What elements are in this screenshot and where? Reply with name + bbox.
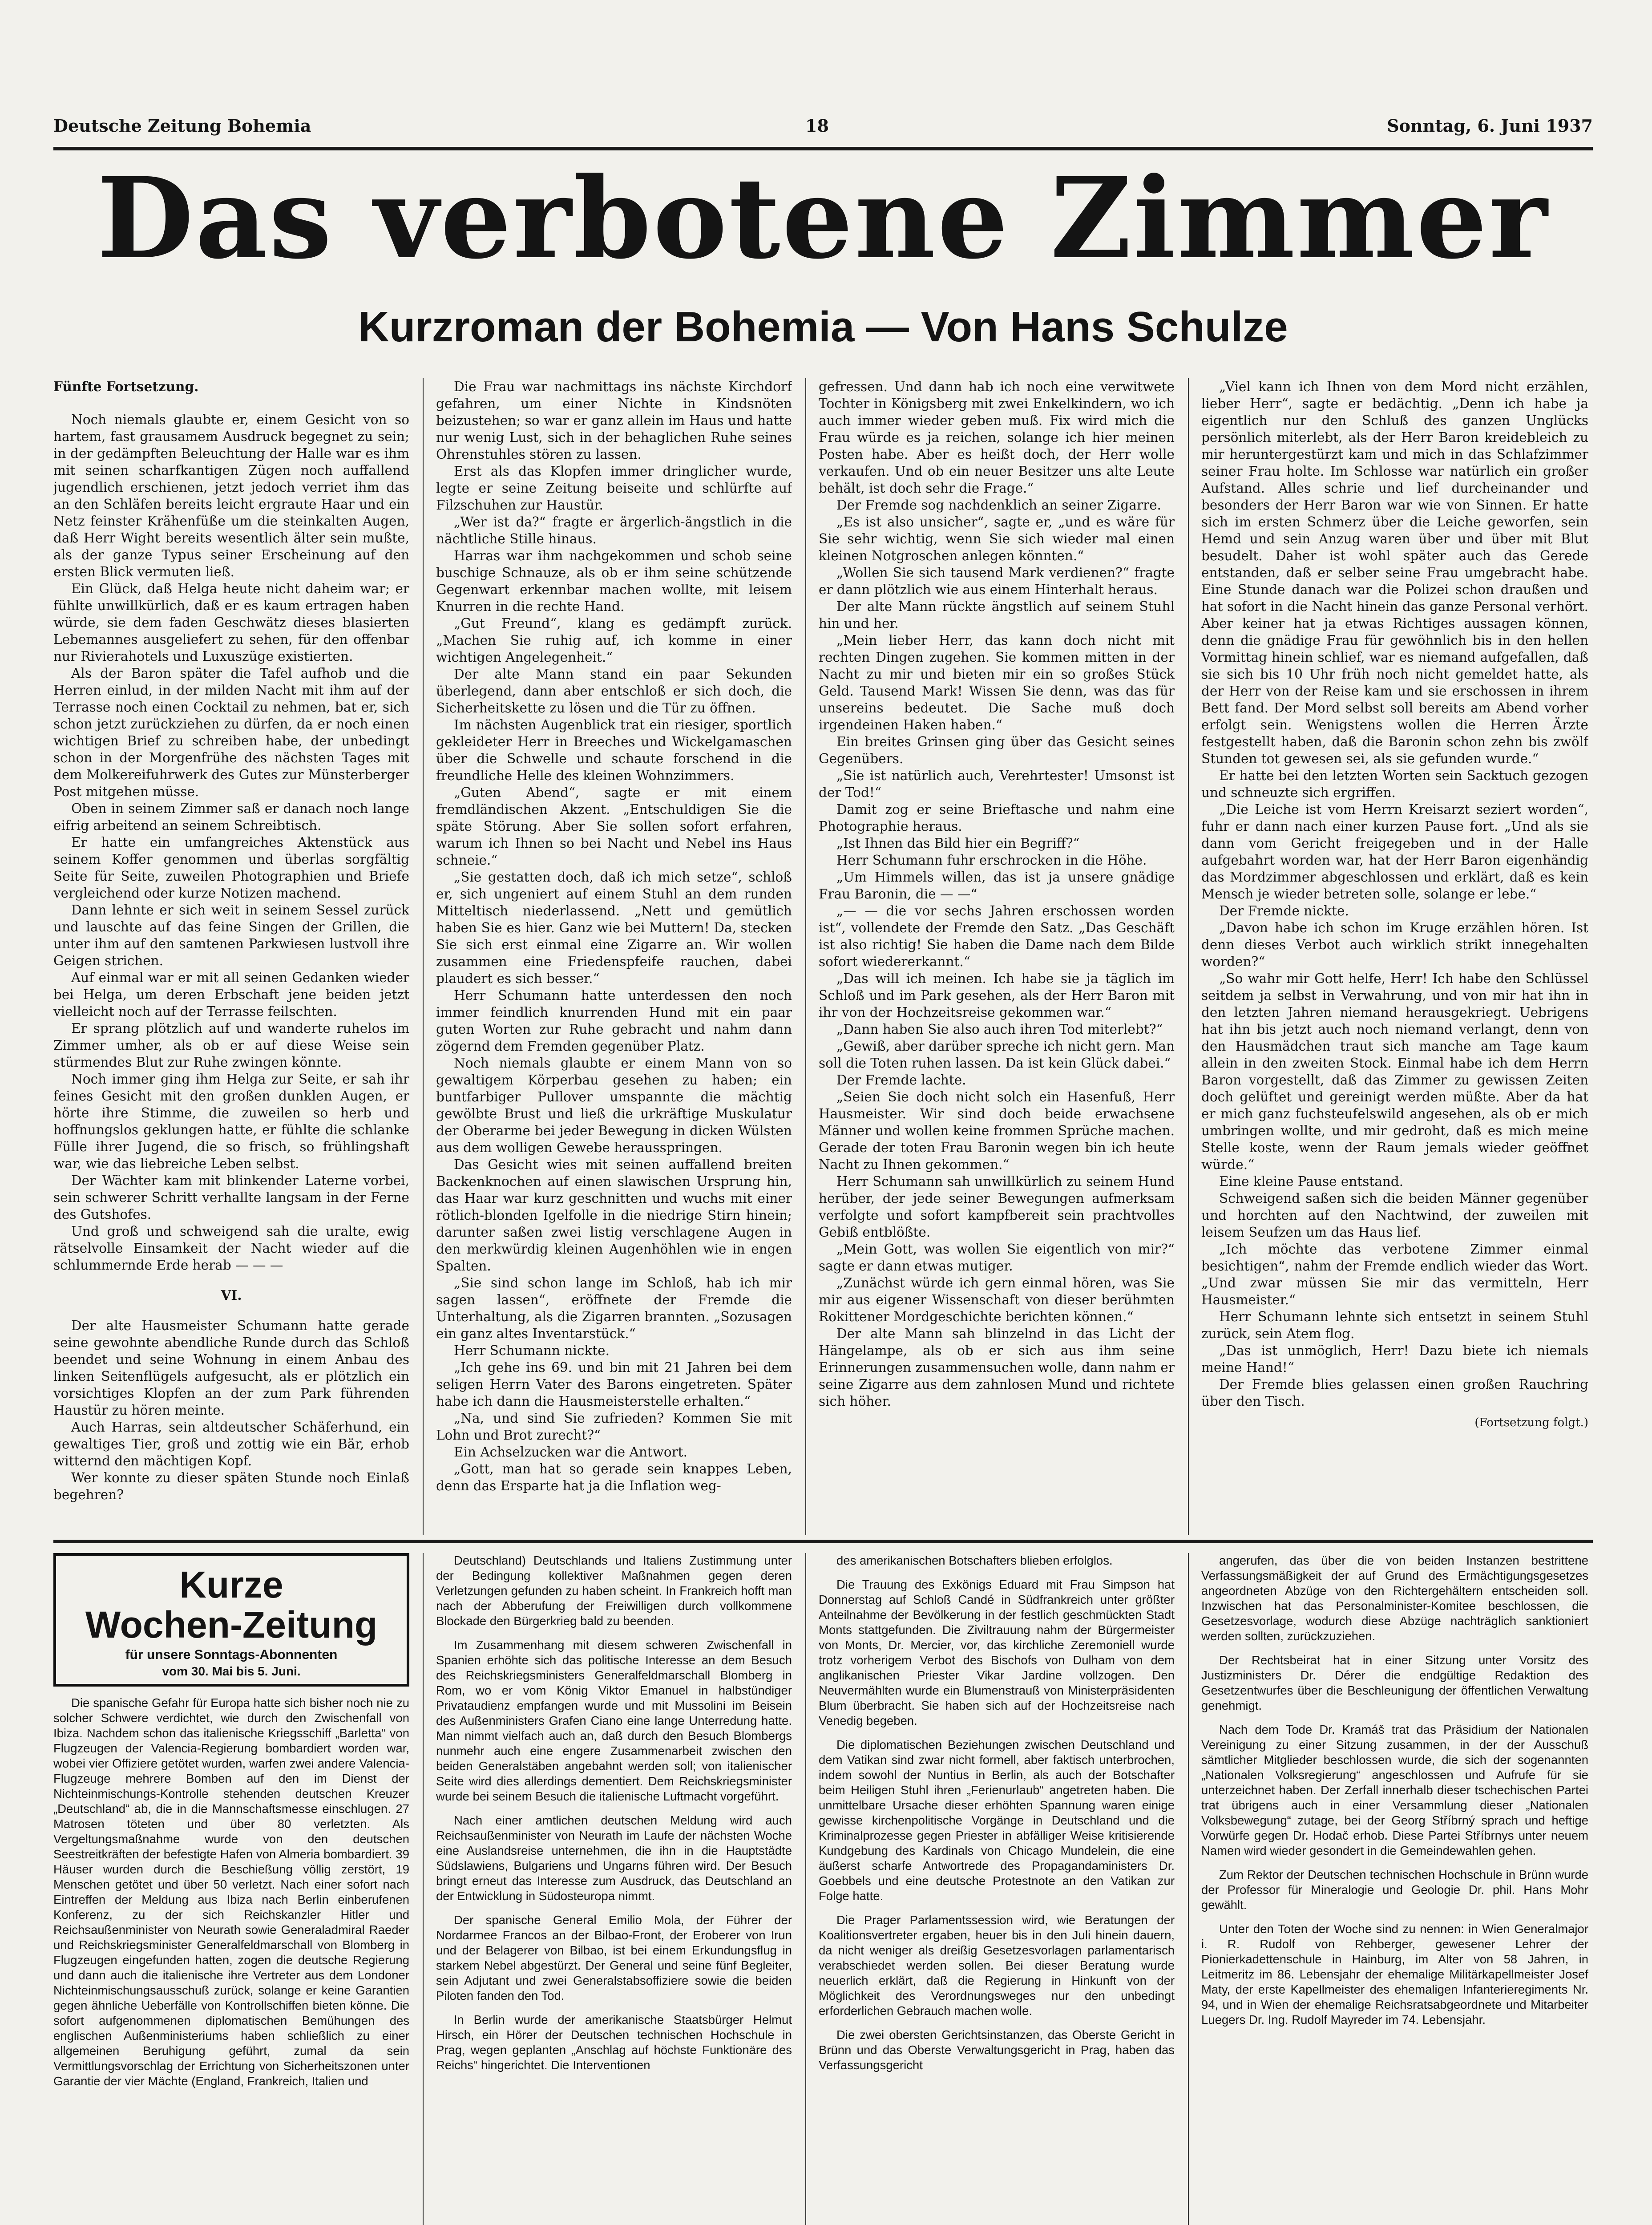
paragraph: gefressen. Und dann hab ich noch eine verwitwete Tochter in Königsberg mit zwei Enkelkindern, wo ich auch immer wieder geben muß. Fix wird mich die Frau würde es ja reichen, solange ich hier meinen Posten habe. Aber es heißt doch, der Herr wolle verkaufen. Und ob ein neuer Besitzer uns alte Leute behält, ist doch sehr die Frage.“ (819, 379, 1175, 496)
paragraph: Der alte Mann rückte ängstlich auf seinem Stuhl hin und her. (819, 599, 1175, 631)
column-divider (805, 378, 806, 1535)
paragraph: Schweigend saßen sich die beiden Männer gegenüber und horchten auf den Nachtwind, der zuweilen mit leisem Seufzen um das Haus lief. (1201, 1191, 1588, 1240)
paragraph: Harras war ihm nachgekommen und schob seine buschige Schnauze, als ob er ihm seine schützende Gegenwart erkennbar machen wollte, mit leisem Knurren in die rechte Hand. (436, 548, 792, 614)
paragraph: Im nächsten Augenblick trat ein riesiger, sportlich gekleideter Herr in Breeches und Wickelgamaschen über die Schwelle und schaute forschend in die freundliche Helle des kleinen Wohnzimmers. (436, 717, 792, 783)
paragraph: Noch immer ging ihm Helga zur Seite, er sah ihr feines Gesicht mit den großen dunklen Augen, er hörte ihre Stimme, die zuweilen so herb und hoffnungslos geklungen hatte, er fühlte die schlanke Fülle ihrer Jugend, die so frisch, so frühlingshaft war, wie das liebreiche Leben selbst. (53, 1072, 409, 1171)
paragraph: „Sie ist natürlich auch, Verehrtester! Umsonst ist der Tod!“ (819, 768, 1175, 800)
story-column-4 (1201, 378, 1588, 1544)
paragraph: Erst als das Klopfen immer dringlicher wurde, legte er seine Zeitung beiseite und schlürfte auf Filzschuhen zur Haustür. (436, 464, 792, 513)
story-subtitle: Kurzroman der Bohemia — Von Hans Schulze (358, 303, 1288, 351)
column-divider (1188, 378, 1189, 1535)
news-paragraph: In Berlin wurde der amerikanische Staatsbürger Helmut Hirsch, ein Hörer der Deutschen technischen Hochschule in Prag, wegen geplanten „Anschlag auf höchste Funktionäre des Reichs“ hingerichtet. Die Interventionen (436, 2013, 792, 2072)
paragraph: Die Frau war nachmittags ins nächste Kirchdorf gefahren, um einer Nichte in Kindsnöten beizustehen; so war er ganz allein im Haus und hatte nur wenig Lust, sich in der behaglichen Ruhe seines Ohrenstuhles stören zu lassen. (436, 379, 792, 462)
paragraph: „Seien Sie doch nicht solch ein Hasenfuß, Herr Hausmeister. Wir sind doch beide erwachsene Männer und wollen keine frommen Sprüche machen. Gerade der toten Frau Baronin wegen bin ich heute Nacht zu Ihnen gekommen.“ (819, 1089, 1175, 1172)
box-heading-line-1: Kurze (179, 1564, 283, 1606)
box-heading-line-2: Wochen-Zeitung (85, 1604, 378, 1646)
paragraph: „Um Himmels willen, das ist ja unsere gnädige Frau Baronin, die — —“ (819, 870, 1175, 902)
paragraph: „Guten Abend“, sagte er mit einem fremdländischen Akzent. „Entschuldigen Sie die späte Störung. Aber Sie sollen sofort erfahren, warum ich Ihnen so bei Nacht und Nebel ins Haus schneie.“ (436, 785, 792, 868)
paragraph: „Wer ist da?“ fragte er ärgerlich-ängstlich in die nächtliche Stille hinaus. (436, 514, 792, 546)
column-divider (805, 1553, 806, 2225)
paragraph: „Sie gestatten doch, daß ich mich setze“, schloß er, sich ungeniert auf einem Stuhl an dem runden Mitteltisch niederlassend. „Nett und gemütlich haben Sie es hier. Ganz wie bei Muttern! Da, stecken Sie sich erst einmal eine Zigarre an. Wir wollen zusammen eine Friedenspfeife rauchen, dabei plaudert es sich besser.“ (436, 870, 792, 986)
section-divider (53, 1540, 1593, 1543)
page-header (53, 116, 1593, 150)
news-paragraph: Im Zusammenhang mit diesem schweren Zwischenfall in Spanien erhöhte sich das politische Interesse an dem Besuch des Reichskriegsministers Generalfeldmarschall Blomberg in Rom, wo er vom König Viktor Emanuel in halbstündiger Privataudienz empfangen wurde und mit Mussolini im Beisein des Außenministers Grafen Ciano eine lange Unterredung hatte. Man nimmt vielfach auch an, daß durch den Besuch Blombergs nunmehr auch eine engere Zusammenarbeit zwischen den beiden Generalstäben angebahnt werden soll; von italienischer Seite wird dies allerdings dementiert. Dem Reichskriegsminister wurde bei seinem Besuch die italienische Luftmacht vorgeführt. (436, 1638, 792, 1803)
paragraph: Auf einmal war er mit all seinen Gedanken wieder bei Helga, um deren Erbschaft jene beiden jetzt vielleicht noch auf der Terrasse feilschten. (53, 970, 409, 1019)
paragraph: Herr Schumann lehnte sich entsetzt in seinem Stuhl zurück, sein Atem flog. (1201, 1309, 1588, 1341)
paragraph: Der alte Mann stand ein paar Sekunden überlegend, dann aber entschloß er sich doch, die Sicherheitskette zu lösen und die Tür zu öffnen. (436, 667, 792, 716)
news-column-4 (1201, 1553, 1588, 2225)
paragraph: Der Fremde blies gelassen einen großen Rauchring über den Tisch. (1201, 1377, 1588, 1409)
paragraph: „Na, und sind Sie zufrieden? Kommen Sie mit Lohn und Brot zurecht?“ (436, 1411, 792, 1443)
paragraph: „Mein lieber Herr, das kann doch nicht mit rechten Dingen zugehen. Sie kommen mitten in der Nacht zu mir und bieten mir ein so großes Stück Geld. Tausend Mark! Wissen Sie denn, was das für unsereins bedeutet. Die Sache muß doch irgendeinen Haken haben.“ (819, 633, 1175, 732)
paragraph: „Es ist also unsicher“, sagte er, „und es wäre für Sie sehr wichtig, wenn Sie sich wieder mal einen kleinen Notgroschen anlegen könnten.“ (819, 514, 1175, 563)
paragraph: Der Wächter kam mit blinkender Laterne vorbei, sein schwerer Schritt verhallte langsam in der Ferne des Gutshofes. (53, 1173, 409, 1222)
news-paragraph: Die Prager Parlamentssession wird, wie Beratungen der Koalitionsvertreter ergaben, heuer bis in den Juli hinein dauern, da nicht weniger als dreißig Gesetzesvorlagen parlamentarisch verabschiedet werden sollen. Bei dieser Beratung wurde neuerlich erklärt, daß die Regierung in Hinkunft von der Möglichkeit des Verordnungsweges nur den unbedingt erforderlichen Gebrauch machen wolle. (819, 1913, 1175, 2018)
news-column-2 (436, 1553, 792, 2225)
paragraph: „Ist Ihnen das Bild hier ein Begriff?“ (836, 836, 1080, 851)
paragraph: Noch niemals glaubte er einem Mann von so gewaltigem Körperbau gesehen zu haben; ein buntfarbiger Pullover umspannte die mächtig gewölbte Brust und ließ die urkräftige Muskulatur der Oberarme bei jeder Bewegung in dicken Wülsten aus dem wolligen Gewebe herausspringen. (436, 1056, 792, 1155)
news-paragraph: Der spanische General Emilio Mola, der Führer der Nordarmee Francos an der Bilbao-Front, der Eroberer von Irun und der Belagerer von Bilbao, ist bei einem Erkundungsflug in starkem Nebel abgestürzt. Der General und seine fünf Begleiter, sein Adjutant und zwei Generalstabsoffiziere sowie die beiden Piloten fanden den Tod. (436, 1913, 792, 2002)
story-column-2 (436, 378, 792, 1544)
weekly-news-section (53, 1553, 1593, 2225)
serial-story (53, 378, 1593, 1544)
weekly-news-box (53, 1553, 409, 1687)
paragraph: „Wollen Sie sich tausend Mark verdienen?“ fragte er dann plötzlich wie aus einem Hinterhalt heraus. (819, 565, 1175, 597)
paragraph: „Mein Gott, was wollen Sie eigentlich von mir?“ sagte er dann etwas mutiger. (819, 1242, 1175, 1274)
paragraph: „Viel kann ich Ihnen von dem Mord nicht erzählen, lieber Herr“, sagte er bedächtig. „Denn ich habe ja eigentlich nur den Schluß des ganzen Unglücks persönlich miterlebt, als der Herr Baron kreidebleich zu mir heruntergestürzt kam und mich in das Schlafzimmer seiner Frau holte. Im Schlosse war natürlich ein großer Aufstand. Alles schrie und lief durcheinander und besonders der Herr Baron war wie von Sinnen. Er hatte sich im ersten Schmerz über die Leiche geworfen, sein Hemd und sein Anzug waren über und über mit Blut besudelt. Daher ist wohl später auch das Gerede entstanden, daß er selber seine Frau umgebracht habe. Eine Stunde danach war die Polizei schon draußen und hat sofort in die Nacht hinein das ganze Personal verhört. Aber keiner hat ja etwas Richtiges aussagen können, denn die gnädige Frau für gewöhnlich bis in den hellen Vormittag hinein schlief, war es niemand aufgefallen, daß sie sich bis 10 Uhr früh noch nicht gemeldet hatte, als der Herr von der Reise kam und sie erschossen in ihrem Bett fand. Der Mord selbst soll bereits am Abend vorher erfolgt sein. Wenigstens wollen die Herren Ärzte festgestellt haben, daß die Baronin schon zehn bis zwölf Stunden tot gewesen sei, als sie gefunden wurde.“ (1201, 379, 1588, 766)
issue-date: Sonntag, 6. Juni 1937 (1387, 116, 1593, 136)
news-paragraph: Zum Rektor der Deutschen technischen Hochschule in Brünn wurde der Professor für Mineralogie und Geologie Dr. phil. Hans Mohr gewählt. (1201, 1868, 1588, 1912)
story-column-1 (53, 378, 409, 1544)
paragraph: Er hatte bei den letzten Worten sein Sacktuch gezogen und schneuzte sich ergriffen. (1201, 768, 1588, 800)
box-date-range: vom 30. Mai bis 5. Juni. (162, 1664, 301, 1678)
paragraph: „Gewiß, aber darüber spreche ich nicht gern. Man soll die Toten ruhen lassen. Da ist kein Glück dabei.“ (819, 1039, 1175, 1071)
paragraph: Und groß und schweigend sah die uralte, ewig rätselvolle Einsamkeit der Nacht wieder auf die schlummernde Erde herab — — — (53, 1224, 409, 1273)
paragraph: Ein breites Grinsen ging über das Gesicht seines Gegenübers. (819, 734, 1175, 766)
paragraph: Herr Schumann hatte unterdessen den noch immer feindlich knurrenden Hund mit ein paar guten Worten zur Ruhe gebracht und nahm dann zögernd dem Fremden gegenüber Platz. (436, 988, 792, 1054)
news-paragraph: Die spanische Gefahr für Europa hatte sich bisher noch nie zu solcher Schwere verdichtet, wie durch den Zwischenfall von Ibiza. Nachdem schon das italienische Kriegsschiff „Barletta“ von Flugzeugen der Valencia-Regierung bombardiert worden war, wobei vier Offiziere getötet wurden, warfen zwei andere Valencia-Flugzeuge mehrere Bomben auf den im Dienst der Nichteinmischungs-Kontrolle stehenden deutschen Kreuzer „Deutschland“ ab, die in die Mannschaftsmesse einschlugen. 27 Matrosen töteten und über 80 verletzten. Als Vergeltungsmaßnahme wurde von den deutschen Seestreitkräften der befestigte Hafen von Almeria bombardiert. 39 Häuser wurden durch die Beschießung völlig zerstört, 19 Menschen getötet und über 50 verletzt. Nach einer sofort nach Eintreffen der Meldung aus Ibiza nach Berlin einberufenen Konferenz, zu der sich Reichskanzler Hitler und Reichsaußenminister von Neurath sowie Generaladmiral Raeder und Reichskriegsminister Generalfeldmarschall von Blomberg in Flugzeugen eingefunden hatten, zogen die deutsche Regierung und dann auch die italienische ihre Vertreter aus dem Londoner Nichteinmischungsausschuß zurück, solange er keine Garantien gegen ähnliche Ueberfälle von Kontrollschiffen bieten könne. Die sofort aufgenommenen diplomatischen Bemühungen des englischen Außenministeriums haben schließlich zu einer allgemeinen Beruhigung geführt, zumal da sein Vermittlungsvorschlag der Errichtung von Sicherheitszonen unter Garantie der vier Mächte (England, Frankreich, Italien und (53, 1696, 409, 2088)
paragraph: „Das will ich meinen. Ich habe sie ja täglich im Schloß und im Park gesehen, als der Herr Baron mit ihr von der Hochzeitsreise gekommen war.“ (819, 971, 1175, 1020)
news-column-1 (53, 1695, 409, 2225)
paragraph: „Sie sind schon lange im Schloß, hab ich mir sagen lassen“, eröffnete der Fremde die Unterhaltung, als die Zigarren brannten. „Sozusagen ein ganz altes Inventarstück.“ (436, 1275, 792, 1341)
paragraph: „So wahr mir Gott helfe, Herr! Ich habe den Schlüssel seitdem ja selbst in Verwahrung, und von mir hat ihn in den letzten Jahren niemand herausgekriegt. Uebrigens hat ihn bis jetzt auch noch niemand verlangt, denn von den Hausmädchen traut sich manche am Tage kaum allein in den zweiten Stock. Einmal habe ich dem Herrn Baron vorgestellt, daß das Zimmer zu gewissen Zeiten doch gelüftet und gereinigt werden müßte. Aber da hat er mich ganz fuchsteufelswild angesehen, als ob er mich umbringen wollte, und mir gedroht, daß es mich meine Stelle koste, wenn der Raum jemals wieder geöffnet würde.“ (1201, 971, 1588, 1172)
paragraph: Der alte Mann sah blinzelnd in das Licht der Hängelampe, als ob er sich aus ihm seine Erinnerungen zusammensuchen wolle, dann nahm er seine Zigarre aus dem zahnlosen Mund und richtete sich höher. (819, 1326, 1175, 1409)
paragraph: „Gut Freund“, klang es gedämpft zurück. „Machen Sie ruhig auf, ich komme in einer wichtigen Angelegenheit.“ (436, 616, 792, 665)
story-title: Das verbotene Zimmer (97, 153, 1549, 283)
installment-label: Fünfte Fortsetzung. (53, 379, 199, 394)
paragraph: Der Fremde lachte. (836, 1072, 966, 1088)
paragraph: „Davon habe ich schon im Kruge erzählen hören. Ist denn dieses Verbot auch wirklich strikt innegehalten worden?“ (1201, 920, 1588, 969)
paragraph: Er hatte ein umfangreiches Aktenstück aus seinem Koffer genommen und überlas sorgfältig Seite für Seite, zuweilen Photographien und Briefe vergleichend oder kurze Notizen machend. (53, 835, 409, 901)
paragraph: „Das ist unmöglich, Herr! Dazu biete ich niemals meine Hand!“ (1201, 1343, 1588, 1375)
news-paragraph: des amerikanischen Botschafters blieben erfolglos. (836, 1553, 1113, 1567)
news-paragraph: Nach dem Tode Dr. Kramáš trat das Präsidium der Nationalen Vereinigung zu einer Sitzung zusammen, in der der Ausschuß sämtlicher Mitglieder beschlossen wurde, die sich der sogenannten „Nationalen Volksregierung“ angeschlossen und Aufrufe für sie unterzeichnet haben. Der Zerfall innerhalb dieser tschechischen Partei trat übrigens auch in einer Versammlung dieser „Nationalen Volksbewegung“ zutage, bei der Georg Stříbrný sprach und heftige Vorwürfe gegen Dr. Hodač erhob. Diese Partei Stříbrnys unter neuem Namen wird wieder gesondert in die Gemeindewahlen gehen. (1201, 1723, 1588, 1857)
paragraph: „Ich möchte das verbotene Zimmer einmal besichtigen“, nahm der Fremde endlich wieder das Wort. „Und zwar müssen Sie mir das vermitteln, Herr Hausmeister.“ (1201, 1242, 1588, 1307)
paragraph: Herr Schumann fuhr erschrocken in die Höhe. (836, 853, 1147, 868)
paragraph: Ein Achselzucken war die Antwort. (454, 1444, 687, 1460)
paragraph: Herr Schumann nickte. (454, 1343, 610, 1358)
news-paragraph: Der Rechtsbeirat hat in einer Sitzung unter Vorsitz des Justizministers Dr. Dérer die endgültige Redaktion des Gesetzentwurfes über die Beschleunigung der öffentlichen Verwaltung genehmigt. (1201, 1653, 1588, 1712)
column-divider (423, 1553, 424, 2225)
paragraph: Dann lehnte er sich weit in seinem Sessel zurück und lauschte auf das feine Singen der Grillen, die unter ihm auf den samtenen Parkwiesen lustvoll ihre Geigen strichen. (53, 902, 409, 968)
paragraph: Herr Schumann sah unwillkürlich zu seinem Hund herüber, der jede seiner Bewegungen aufmerksam verfolgte und sofort kampfbereit sein prachtvolles Gebiß entblößte. (819, 1174, 1175, 1240)
box-subheading: für unsere Sonntags-Abonnenten (125, 1647, 338, 1662)
paragraph: Er sprang plötzlich auf und wanderte ruhelos im Zimmer umher, als ob er auf diese Weise sein stürmendes Blut zur Ruhe zwingen könnte. (53, 1021, 409, 1070)
paragraph: „Ich gehe ins 69. und bin mit 21 Jahren bei dem seligen Herrn Vater des Barons eingetreten. Später habe ich dann die Hausmeisterstelle erhalten.“ (436, 1360, 792, 1409)
news-paragraph: Unter den Toten der Woche sind zu nennen: in Wien Generalmajor i. R. Rudolf von Rehberger, gewesener Lehrer der Pionierkadettenschule in Hainburg, im Alter von 58 Jahren, in Leitmeritz im 86. Lebensjahr der ehemalige Militärkapellmeister Josef Maty, der erste Kapellmeister des ehemaligen Infanterieregiments Nr. 94, und in Wien der ehemalige Reichsratsabgeordnete und Mitarbeiter Luegers Dr. Ing. Rudolf Mayreder im 74. Lebensjahr. (1201, 1922, 1588, 2027)
paragraph: Ein Glück, daß Helga heute nicht daheim war; er fühlte unwillkürlich, daß er es kaum ertragen haben würde, sie dem faden Geschwätz dieses blasierten Lebemannes ausgeliefert zu sehen, für den offenbar nur Rivierahotels und Luxuszüge existierten. (53, 581, 409, 664)
paragraph: „Zunächst würde ich gern einmal hören, was Sie mir aus eigener Wissenschaft von dieser berühmten Rokittener Mordgeschichte berichten können.“ (819, 1275, 1175, 1324)
paragraph: Auch Harras, sein altdeutscher Schäferhund, ein gewaltiges Tier, groß und zottig wie ein Bär, erhob witternd den mächtigen Kopf. (53, 1420, 409, 1468)
paragraph: „Dann haben Sie also auch ihren Tod miterlebt?“ (836, 1022, 1163, 1037)
paragraph: Oben in seinem Zimmer saß er danach noch lange eifrig arbeitend an seinem Schreibtisch. (53, 801, 409, 833)
paragraph: „Die Leiche ist vom Herrn Kreisarzt seziert worden“, fuhr er dann nach einer kurzen Pause fort. „Und als sie dann vom Gericht freigegeben und in der Halle aufgebahrt worden war, hat der Herr Baron eigenhändig das Mordzimmer abgeschlossen und erklärt, daß es kein Mensch je wieder betreten solle, solange er lebe.“ (1201, 802, 1588, 902)
news-column-3 (819, 1553, 1175, 2225)
paragraph: „Gott, man hat so gerade sein knappes Leben, denn das Ersparte hat ja die Inflation weg- (436, 1461, 792, 1493)
paragraph: „— — die vor sechs Jahren erschossen worden ist“, vollendete der Fremde den Satz. „Das Geschäft ist also richtig! Sie haben die Dame nach dem Bilde sofort wiedererkannt.“ (819, 903, 1175, 969)
news-paragraph: Die Trauung des Exkönigs Eduard mit Frau Simpson hat Donnerstag auf Schloß Candé in Südfrankreich unter größter Anteilnahme der Bevölkerung in der festlich geschmückten Stadt Monts stattgefunden. Die Ziviltrauung nahm der Bürgermeister von Monts, Dr. Mercier, vor, das kirchliche Zeremoniell wurde trotz vorherigem Verbot des Bischofs von Dulham von dem anglikanischen Priester Vikar Jardine vollzogen. Den Neuvermählten wurde ein Blumenstrauß von Ministerpräsidenten Blum überbracht. Sie haben sich auf der Hochzeitsreise nach Venedig begeben. (819, 1578, 1175, 1727)
news-paragraph: Deutschland) Deutschlands und Italiens Zustimmung unter der Bedingung kollektiver Maßnahmen gegen deren Verletzungen gefunden zu haben scheint. In Frankreich hofft man nach der Abberufung der Freiwilligen durch vollkommene Blockade den Bürgerkrieg bald zu beenden. (436, 1553, 792, 1628)
paragraph: Der Fremde nickte. (1219, 903, 1349, 918)
paragraph: Wer konnte zu dieser späten Stunde noch Einlaß begehren? (53, 1470, 409, 1502)
news-paragraph: Nach einer amtlichen deutschen Meldung wird auch Reichsaußenminister von Neurath im Laufe der nächsten Woche eine Auslandsreise unternehmen, die ihn in die Hauptstädte Südslawiens, Bulgariens und Ungarns führen wird. Der Besuch bringt erneut das Interesse zum Ausdruck, das Deutschland an der Entwicklung in Südosteuropa nimmt. (436, 1813, 792, 1903)
news-paragraph: Die diplomatischen Beziehungen zwischen Deutschland und dem Vatikan sind zwar nicht formell, aber faktisch unterbrochen, indem sowohl der Nuntius in Berlin, als auch der Botschafter beim Heiligen Stuhl ihren „Ferienurlaub“ angetreten haben. Die unmittelbare Ursache dieser erhöhten Spannung waren einige gewisse kirchenpolitische Vorgänge in Deutschland und die Kriminalprozesse gegen Priester in abfälliger Weise kritisierende Kundgebung des Kardinals von Chicago Mundelein, die eine äußerst scharfe Antwortrede des Propagandaministers Dr. Goebbels und eine deutsche Protestnote an den Vatikan zur Folge hatte. (819, 1738, 1175, 1903)
chapter-number: VI. (221, 1287, 242, 1303)
news-paragraph: Die zwei obersten Gerichtsinstanzen, das Oberste Gericht in Brünn und das Oberste Verwaltungsgericht in Prag, haben das Verfassungsgericht (819, 2028, 1175, 2072)
news-paragraph: angerufen, das über die von beiden Instanzen bestrittene Verfassungsmäßigkeit der auf Grund des Ermächtigungsgesetzes angeordneten Abzüge von den Richtergehältern entscheiden soll. Inzwischen hat das Personalminister-Komitee beschlossen, die Gesetzesvorlage, wodurch diese Abzüge nachträglich sanktioniert werden sollten, zurückzuziehen. (1201, 1553, 1588, 1643)
paragraph: Der Fremde sog nachdenklich an seiner Zigarre. (836, 498, 1161, 513)
paragraph: Als der Baron später die Tafel aufhob und die Herren einlud, in der milden Nacht mit ihm auf der Terrasse noch einen Cocktail zu nehmen, bat er, sich schon jetzt zurückziehen zu dürfen, da er noch einen wichtigen Brief zu schreiben habe, der unbedingt schon in der Morgenfrühe des nächsten Tages mit dem Molkereifuhrwerk des Gutes zur Münsterberger Post mitgehen müsse. (53, 666, 409, 799)
column-divider (423, 378, 424, 1535)
continued-note: (Fortsetzung folgt.) (1474, 1416, 1588, 1429)
page-number: 18 (805, 116, 829, 136)
paragraph: Eine kleine Pause entstand. (1219, 1174, 1404, 1189)
paragraph: Damit zog er seine Brieftasche und nahm eine Photographie heraus. (819, 802, 1175, 834)
paragraph: Das Gesicht wies mit seinen auffallend breiten Backenknochen auf einen slawischen Ursprung hin, das Haar war kurz geschnitten und wuchs mit einer rötlich-blonden Igelfolle in die niedrige Stirn hinein; darunter saßen zwei listig verschlagene Augen in den merkwürdig kleinen Augenhöhlen wie in engen Spalten. (436, 1157, 792, 1274)
paragraph: Der alte Hausmeister Schumann hatte gerade seine gewohnte abendliche Runde durch das Schloß beendet und seine Wohnung in einem Anbau des linken Seitenflügels aufgesucht, als er plötzlich ein vorsichtiges Klopfen an der zum Park führenden Haustür zu hören meinte. (53, 1318, 409, 1418)
newspaper-page (53, 27, 1593, 2225)
paragraph: Noch niemals glaubte er, einem Gesicht von so hartem, fast grausamem Ausdruck begegnet zu sein; in der gedämpften Beleuchtung der Halle war es ihm mit seinen scharfkantigen Zügen noch auffallend jugendlich erschienen, jetzt jedoch verriet ihm das an den Schläfen bereits leicht ergraute Haar und ein Netz feinster Krähenfüße um die steinkalten Augen, daß Herr Wight bereits wesentlich älter sein mußte, als der ganze Typus seiner Erscheinung auf den ersten Blick vermuten ließ. (53, 412, 409, 579)
masthead-name: Deutsche Zeitung Bohemia (53, 116, 311, 136)
column-divider (1188, 1553, 1189, 2225)
story-column-3 (819, 378, 1175, 1544)
